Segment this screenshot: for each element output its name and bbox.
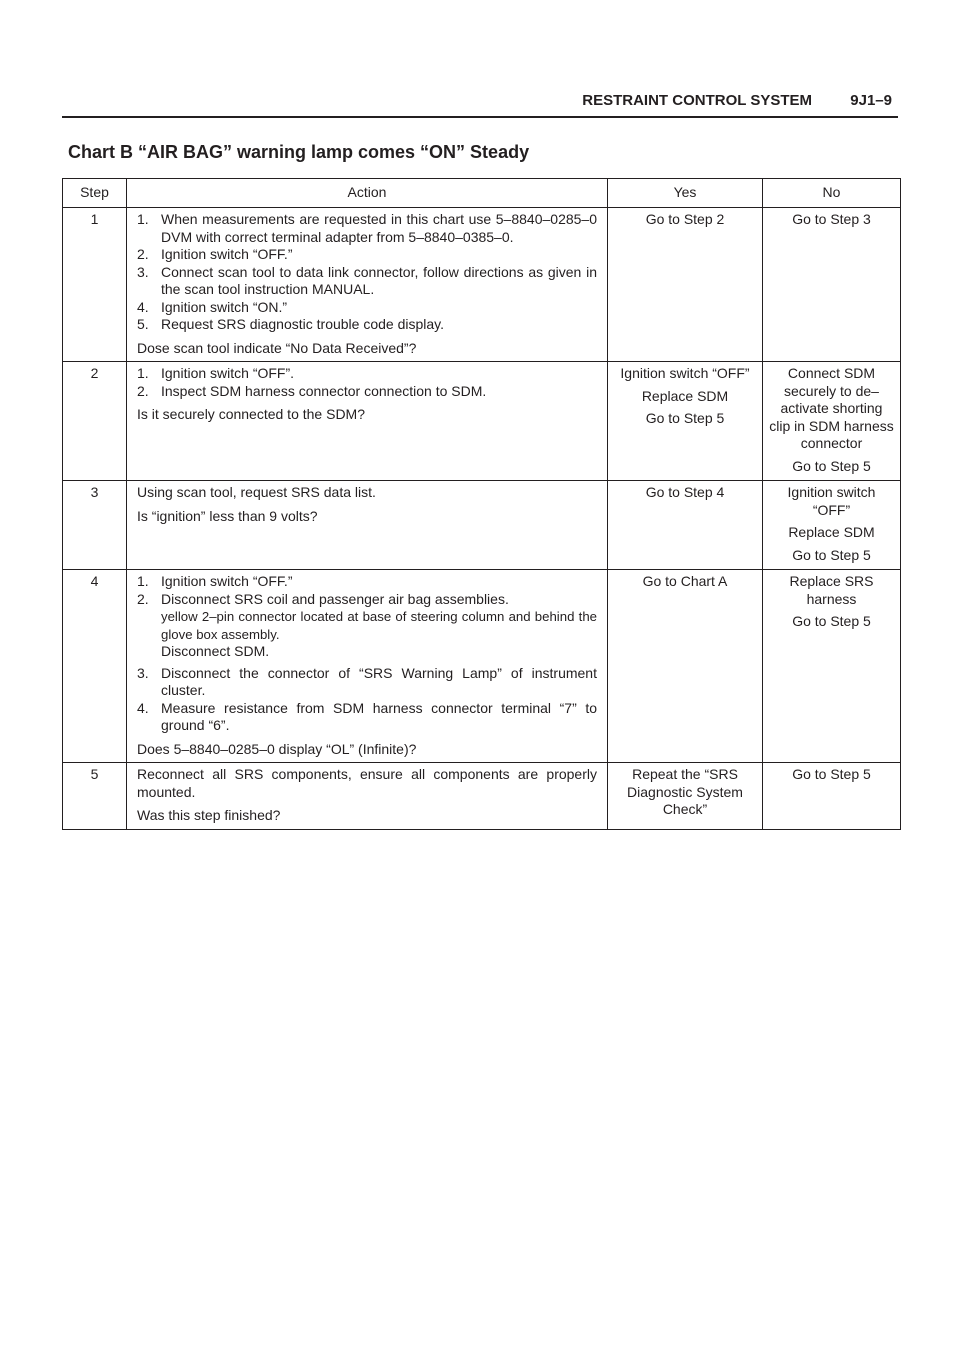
action-item: 4. Measure resistance from SDM harness connector terminal “7” to ground “6”. xyxy=(137,699,597,733)
yes-result: Go to Step 2 xyxy=(608,208,763,362)
table-row xyxy=(63,481,901,570)
table-row xyxy=(63,763,901,830)
column-header-yes: Yes xyxy=(608,179,763,208)
table-header-row xyxy=(63,179,901,208)
column-header-action: Action xyxy=(127,179,608,208)
action-item: 3. Disconnect the connector of “SRS Warning Lamp” of instrument cluster. xyxy=(137,664,597,698)
page-number: 9J1–9 xyxy=(850,92,892,109)
step-number: 5 xyxy=(63,763,127,830)
action-item: Disconnect SDM. xyxy=(161,643,270,659)
action-item: 1. Ignition switch “OFF.” xyxy=(137,573,293,589)
no-result: Connect SDM securely to de–activate shorting clip in SDM harness connector Go to Step 5 xyxy=(763,362,901,481)
column-header-step: Step xyxy=(63,179,127,208)
action-text: Using scan tool, request SRS data list. xyxy=(137,484,376,500)
action-item: 1. Ignition switch “OFF”. xyxy=(137,365,295,381)
action-item: 2. Disconnect SRS coil and passenger air bag assemblies. xyxy=(137,590,509,607)
action-question: Does 5–8840–0285–0 display “OL” (Infinite)? xyxy=(137,740,417,757)
no-result: Ignition switch “OFF” Replace SDM Go to Step 5 xyxy=(763,481,901,570)
action-cell xyxy=(127,763,608,830)
yes-result: Go to Chart A xyxy=(608,570,763,763)
chart-title: Chart B “AIR BAG” warning lamp comes “ON” Steady xyxy=(68,142,530,162)
no-result: Go to Step 3 xyxy=(763,208,901,362)
action-question: Was this step finished? xyxy=(137,807,281,823)
step-number: 1 xyxy=(63,208,127,362)
action-text: Reconnect all SRS components, ensure all components are properly mounted. xyxy=(137,766,597,800)
action-cell xyxy=(127,362,608,481)
action-cell xyxy=(127,208,608,362)
table-row xyxy=(63,208,901,362)
step-number: 2 xyxy=(63,362,127,481)
yes-result: Ignition switch “OFF” Replace SDM Go to Step 5 xyxy=(608,362,763,481)
yes-result: Go to Step 4 xyxy=(608,481,763,570)
action-item: 3. Connect scan tool to data link connector, follow directions as given in the scan tool instruction MANUAL. xyxy=(137,263,597,297)
page-header xyxy=(62,88,898,118)
step-number: 4 xyxy=(63,570,127,763)
action-item: 2. Inspect SDM harness connector connection to SDM. xyxy=(137,382,487,399)
action-item: yellow 2–pin connector located at base of steering column and behind the glove box assembly. xyxy=(161,609,597,642)
table-row xyxy=(63,362,901,481)
action-item: 1. When measurements are requested in this chart use 5–8840–0285–0 DVM with correct terminal adapter from 5–8840–0385–0. xyxy=(137,211,597,245)
yes-result: Repeat the “SRS Diagnostic System Check” xyxy=(608,763,763,830)
action-question: Is “ignition” less than 9 volts? xyxy=(137,507,318,524)
table-row xyxy=(63,570,901,763)
action-question: Dose scan tool indicate “No Data Received”? xyxy=(137,339,417,356)
no-result: Go to Step 5 xyxy=(763,763,901,830)
diagnostic-chart-table xyxy=(62,178,901,830)
column-header-no: No xyxy=(763,179,901,208)
action-item: 2. Ignition switch “OFF.” xyxy=(137,246,293,262)
section-title: RESTRAINT CONTROL SYSTEM xyxy=(582,92,812,109)
action-item: 4. Ignition switch “ON.” xyxy=(137,298,288,315)
action-cell xyxy=(127,570,608,763)
step-number: 3 xyxy=(63,481,127,570)
action-cell xyxy=(127,481,608,570)
action-question: Is it securely connected to the SDM? xyxy=(137,406,365,422)
action-item: 5. Request SRS diagnostic trouble code display. xyxy=(137,316,445,332)
no-result: Replace SRS harness Go to Step 5 xyxy=(763,570,901,763)
